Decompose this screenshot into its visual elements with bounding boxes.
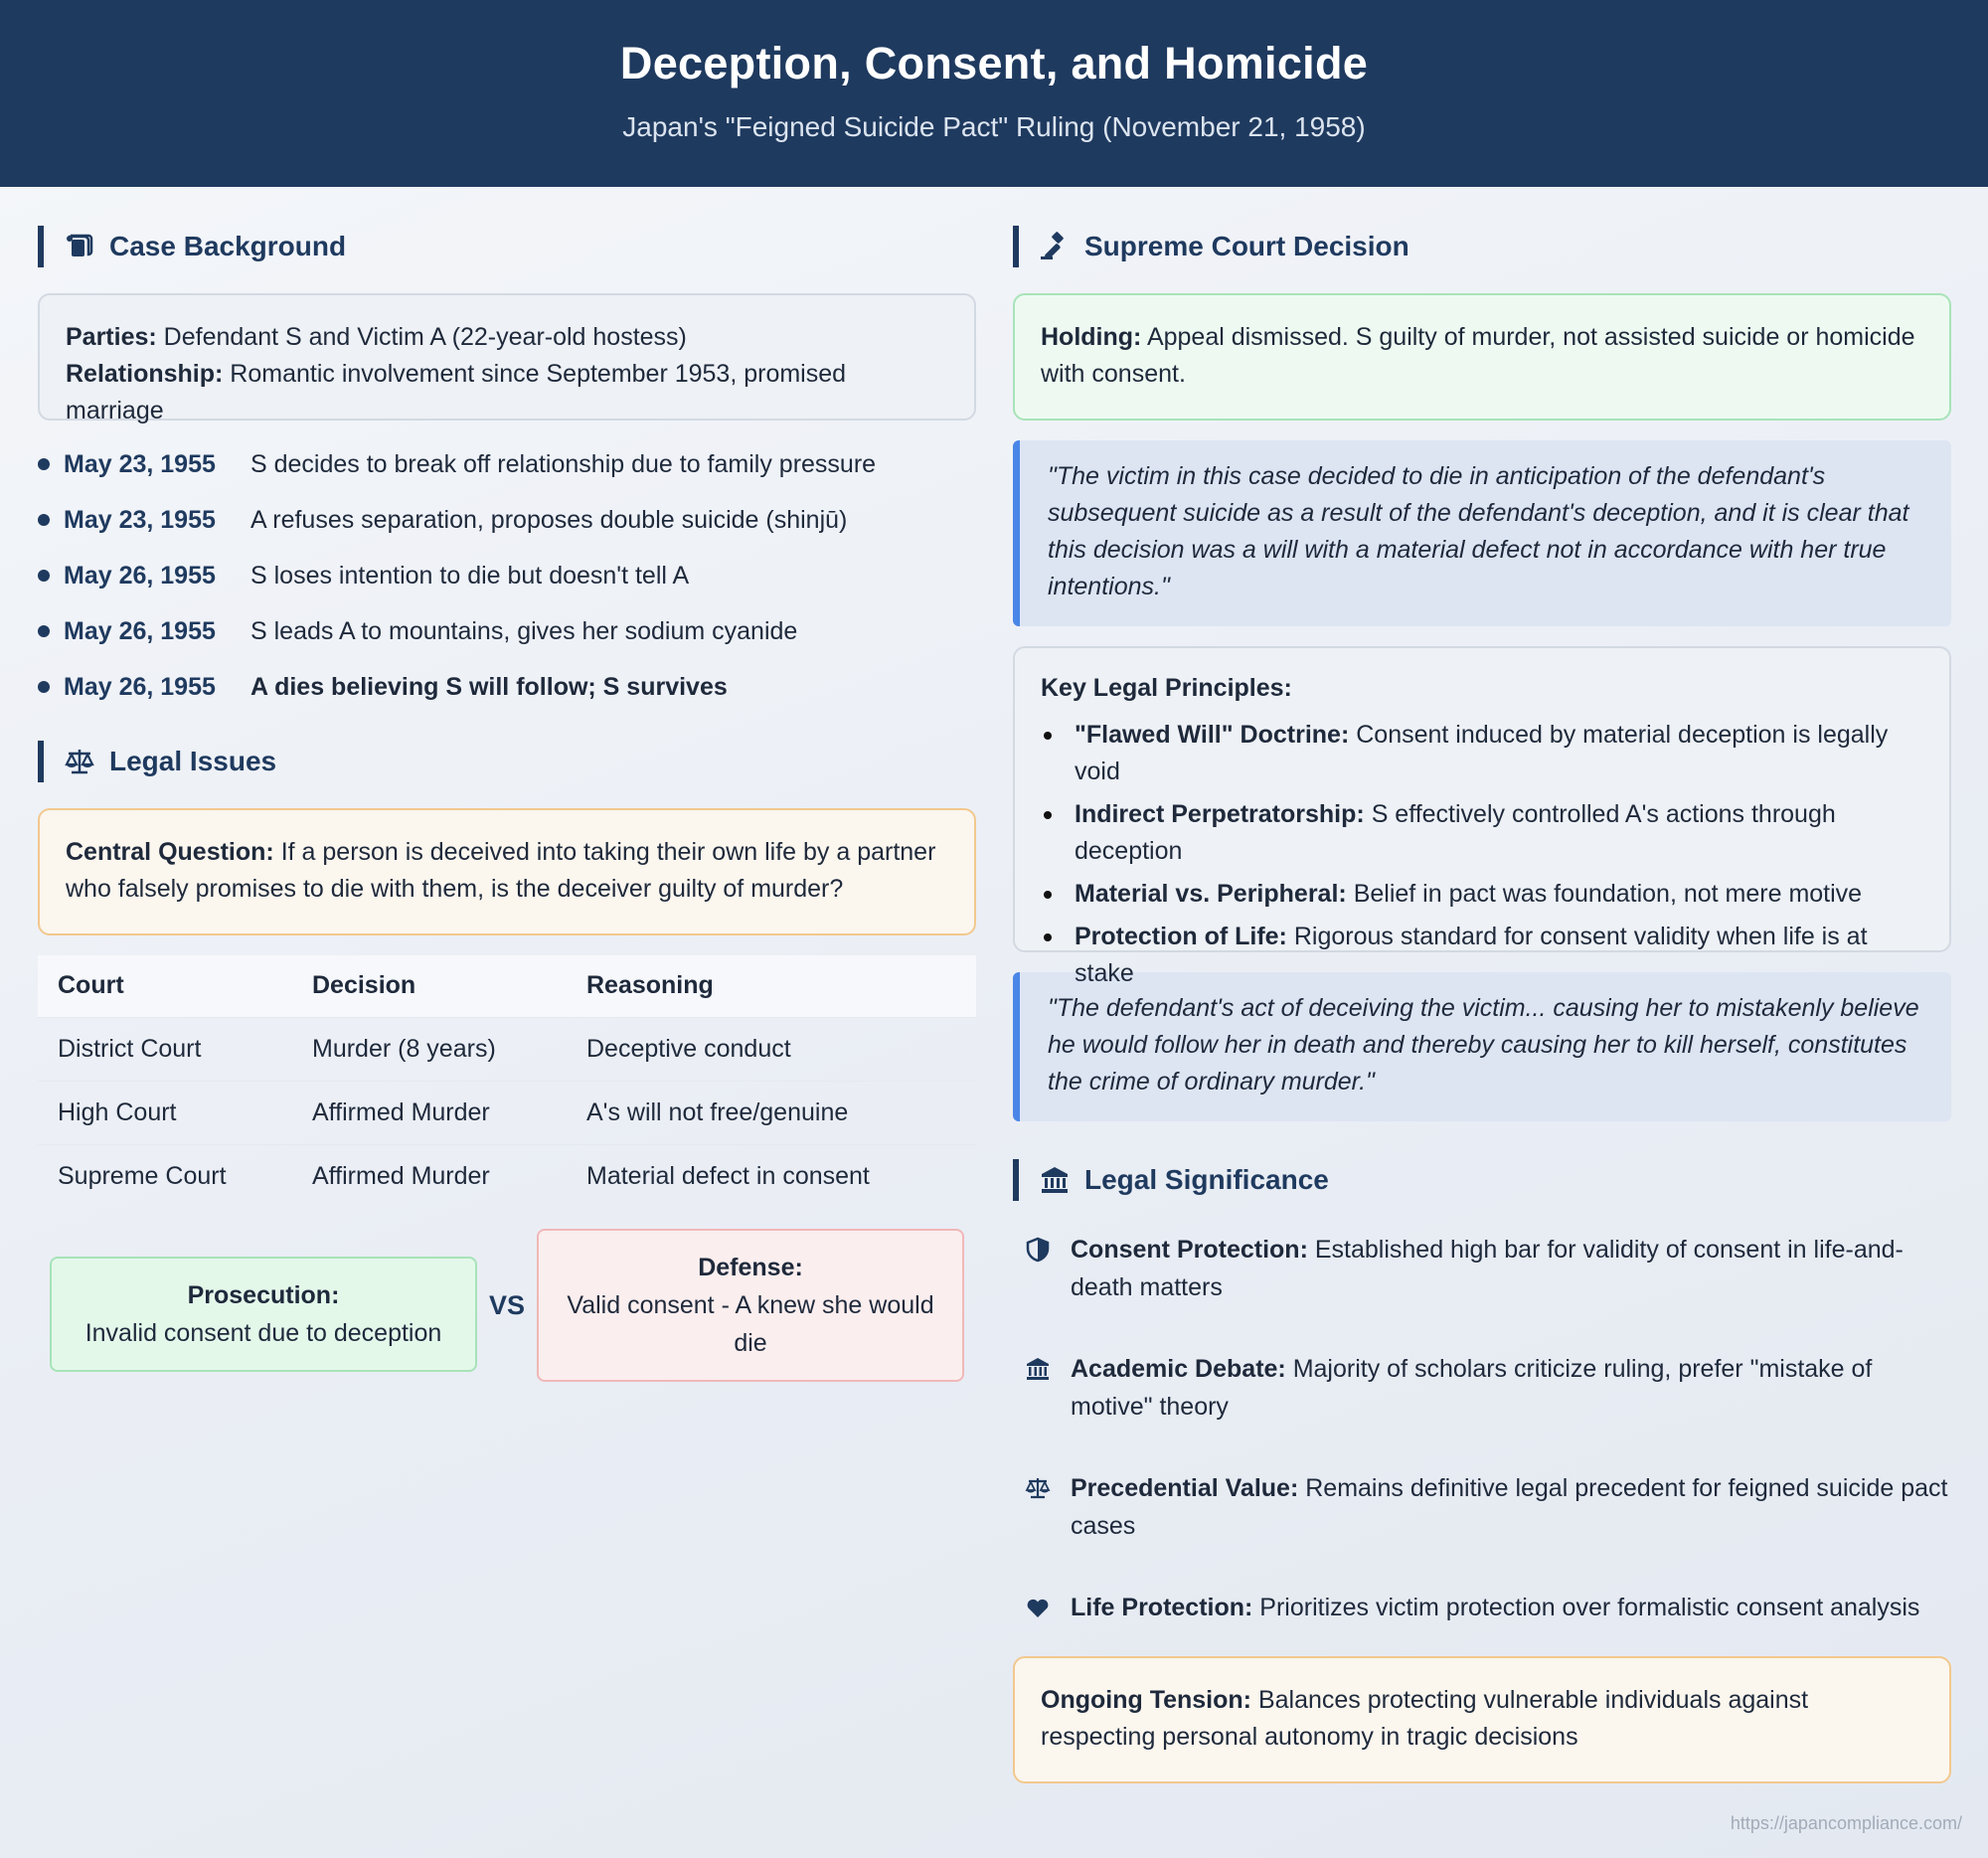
central-question-card [38,808,976,935]
right-column [1013,187,1951,1751]
relationship-text: Romantic involvement since September 1953, promised marriage [66,360,847,424]
principle-label: Indirect Perpetratorship: [1075,800,1365,828]
significance-label: Academic Debate: [1071,1355,1286,1383]
significance-label: Consent Protection: [1071,1236,1308,1264]
section-title-text: Legal Issues [109,746,277,776]
table-row [38,1144,976,1208]
principles-list [1041,717,1923,992]
list-item [1041,717,1923,790]
principle-label: Material vs. Peripheral: [1075,880,1347,908]
principle-text: S effectively controlled A's actions through deception [1075,800,1836,865]
significance-label: Life Protection: [1071,1594,1253,1621]
gavel-icon [1039,231,1071,262]
significance-text: Majority of scholars criticize ruling, prefer "mistake of motive" theory [1071,1355,1873,1421]
timeline-item [38,603,976,659]
timeline [38,436,976,715]
column-header-court: Court [38,955,292,1017]
section-title-supreme-court-decision [1013,226,1951,267]
parties-label: Parties: [66,323,157,351]
shield-icon [1025,1237,1051,1263]
timeline-event: A refuses separation, proposes double suicide (shinjū) [250,505,848,534]
page-title: Deception, Consent, and Homicide [619,38,1369,88]
defense-label: Defense: [698,1254,803,1281]
timeline-item [38,548,976,603]
heart-icon [1025,1595,1051,1620]
bank-icon [1025,1356,1051,1382]
timeline-item [38,492,976,548]
defense-box [537,1229,964,1382]
parties-text: Defendant S and Victim A (22-year-old hostess) [163,323,687,351]
left-column [38,187,976,1357]
significance-text: Remains definitive legal precedent for feigned suicide pact cases [1071,1474,1948,1540]
timeline-event: A dies believing S will follow; S survives [250,672,728,701]
significance-list [1013,1231,1951,1626]
section-title-legal-issues [38,741,976,782]
significance-text: Prioritizes victim protection over formalistic consent analysis [1259,1594,1920,1621]
ongoing-tension-card [1013,1656,1951,1783]
column-header-reasoning: Reasoning [567,955,976,1017]
section-title-legal-significance [1013,1159,1951,1201]
table-row [38,1081,976,1144]
holding-text: Appeal dismissed. S guilty of murder, not assisted suicide or homicide with consent. [1041,323,1915,388]
timeline-date: May 26, 1955 [64,672,216,701]
section-title-text: Supreme Court Decision [1084,231,1409,261]
table-cell: Affirmed Murder [292,1144,567,1208]
central-question-label: Central Question: [66,838,274,866]
table-cell: Murder (8 years) [292,1017,567,1081]
prosecution-box [50,1257,477,1372]
bullet-icon [38,570,50,582]
court-quote-1: "The victim in this case decided to die in anticipation of the defendant's subsequent suicide as a result of the defendant's deception, and it is clear that this decision was a will with a material defect not in accordance with her true intentions." [1013,440,1951,626]
table-row [38,1017,976,1081]
court-decisions-table [38,955,976,1208]
significance-item [1025,1231,1951,1306]
page-subtitle: Japan's "Feigned Suicide Pact" Ruling (November 21, 1958) [622,111,1366,142]
scale-icon [64,746,95,777]
list-item [1041,919,1923,992]
column-header-decision: Decision [292,955,567,1017]
list-item [1041,876,1923,913]
bank-icon [1039,1164,1071,1196]
tension-label: Ongoing Tension: [1041,1686,1251,1714]
bullet-icon [38,625,50,637]
timeline-date: May 26, 1955 [64,561,216,590]
prosecution-label: Prosecution: [187,1281,340,1309]
principle-label: Protection of Life: [1075,923,1287,950]
timeline-item [38,436,976,492]
tension-text: Balances protecting vulnerable individuals against respecting personal autonomy in tragic decisions [1041,1686,1809,1751]
principles-title: Key Legal Principles: [1041,674,1292,702]
list-item [1041,796,1923,870]
prosecution-text: Invalid consent due to deception [84,1319,442,1347]
table-cell: Deceptive conduct [567,1017,976,1081]
footer-url[interactable]: https://japancompliance.com/ [1730,1813,1962,1833]
principle-label: "Flawed Will" Doctrine: [1075,721,1350,749]
significance-item [1025,1469,1951,1545]
relationship-label: Relationship: [66,360,224,388]
bullet-icon [38,458,50,470]
section-title-text: Case Background [109,231,347,261]
table-cell: Affirmed Murder [292,1081,567,1144]
significance-item [1025,1589,1951,1626]
prosecution-vs-defense [50,1229,964,1382]
timeline-event: S loses intention to die but doesn't tell A [250,561,690,590]
table-cell: High Court [38,1081,292,1144]
key-principles-card [1013,646,1951,987]
central-question-text: If a person is deceived into taking their own life by a partner who falsely promises to die with them, is the deceiver guilty of murder? [66,838,936,903]
table-cell: A's will not free/genuine [567,1081,976,1144]
vs-label: VS [488,1289,526,1320]
timeline-event: S leads A to mountains, gives her sodium cyanide [250,616,798,645]
principle-text: Consent induced by material deception is legally void [1075,721,1889,785]
table-cell: District Court [38,1017,292,1081]
bullet-icon [38,514,50,526]
scroll-icon [64,231,95,262]
timeline-event: S decides to break off relationship due to family pressure [250,449,877,478]
timeline-item [38,659,976,715]
principle-text: Rigorous standard for consent validity when life is at stake [1075,923,1868,987]
table-cell: Material defect in consent [567,1144,976,1208]
section-title-text: Legal Significance [1084,1164,1329,1195]
bullet-icon [38,681,50,693]
page-header [0,0,1988,187]
timeline-date: May 26, 1955 [64,616,216,645]
principle-text: Belief in pact was foundation, not mere motive [1353,880,1863,908]
parties-card [38,293,976,424]
holding-card [1013,293,1951,421]
scale-icon [1025,1475,1051,1501]
timeline-date: May 23, 1955 [64,449,216,478]
court-quote-2: "The defendant's act of deceiving the victim... causing her to mistakenly believe he would follow her in death and thereby causing her to kill herself, constitutes the crime of ordinary murder." [1013,972,1951,1121]
table-header-row [38,955,976,1017]
timeline-date: May 23, 1955 [64,505,216,534]
table-cell: Supreme Court [38,1144,292,1208]
section-title-case-background [38,226,976,267]
significance-text: Established high bar for validity of consent in life-and-death matters [1071,1236,1904,1301]
significance-item [1025,1350,1951,1426]
significance-label: Precedential Value: [1071,1474,1299,1502]
holding-label: Holding: [1041,323,1142,351]
defense-text: Valid consent - A knew she would die [567,1291,934,1357]
